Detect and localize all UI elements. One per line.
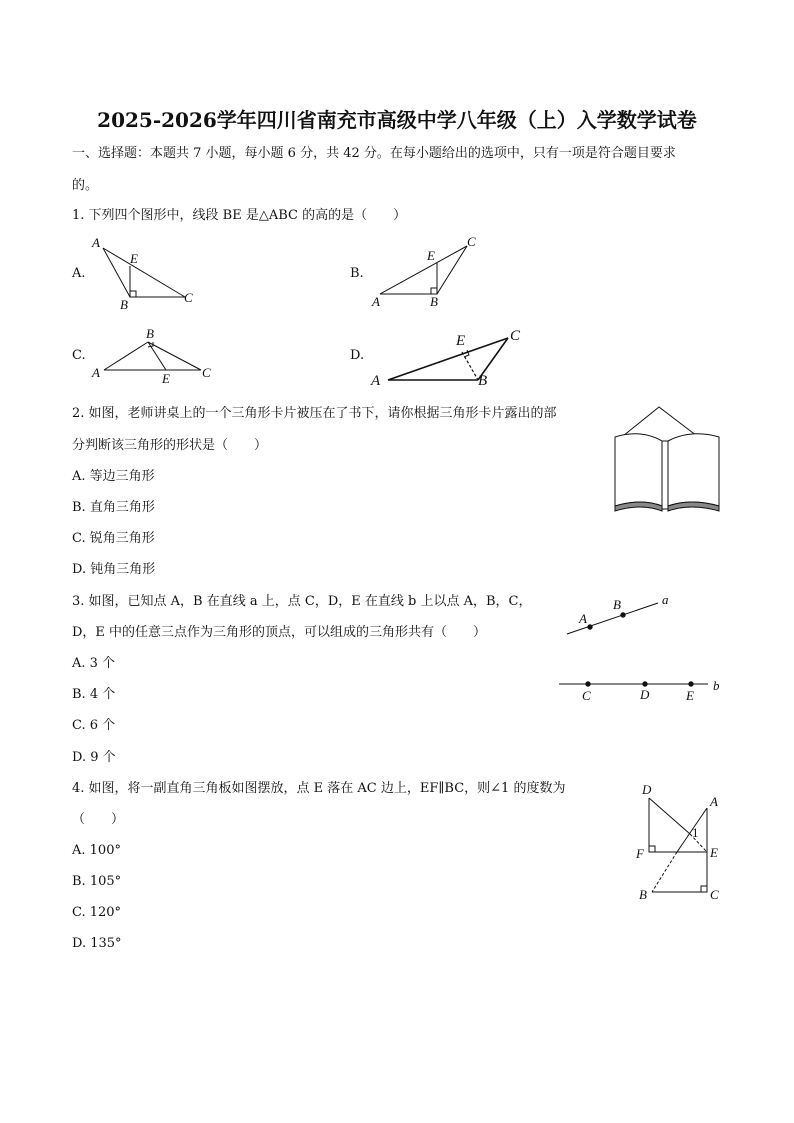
q4-label-c: C [710, 887, 719, 902]
q1-option-d: D. [350, 348, 365, 363]
q3-option-c: C. 6 个 [72, 718, 116, 733]
q1a-label-b: B [120, 297, 128, 312]
q4-stem-line2: （ ） [72, 812, 125, 827]
q1c-label-c: C [202, 365, 211, 380]
q1b-label-a: A [372, 294, 380, 309]
q1c-label-e: E [162, 371, 170, 386]
q3-option-b: B. 4 个 [72, 687, 116, 702]
section-heading-line1: 一、选择题：本题共 7 小题，每小题 6 分，共 42 分。在每小题给出的选项中，只有一项是符合题目要求 [72, 146, 676, 161]
q1-figure-c [104, 342, 201, 370]
q4-option-b: B. 105° [72, 874, 122, 889]
q1a-label-a: A [92, 235, 100, 250]
q3-label-d: D [640, 687, 650, 702]
q4-stem-line1: 4. 如图，将一副直角三角板如图摆放，点 E 落在 AC 边上，EF∥BC，则∠1 的度数为 [72, 781, 566, 796]
q1b-label-c: C [467, 234, 476, 249]
q4-label-d: D [642, 782, 652, 797]
q3-label-a: A [579, 611, 587, 626]
q4-label-a: A [710, 794, 718, 809]
q1-stem: 1. 下列四个图形中，线段 BE 是△ABC 的高的是（ ） [72, 208, 407, 223]
q3-label-e: E [686, 688, 694, 703]
q1c-label-a: A [92, 365, 100, 380]
q3-label-b: B [613, 597, 621, 612]
q2-option-a: A. 等边三角形 [72, 469, 155, 484]
q1d-label-a: A [371, 373, 381, 389]
section-heading-line2: 的。 [72, 178, 99, 193]
q3-label-c: C [582, 688, 591, 703]
q1-figure-d [388, 338, 508, 380]
q2-stem-line1: 2. 如图，老师讲桌上的一个三角形卡片被压在了书下，请你根据三角形卡片露出的部 [72, 406, 557, 421]
q4-label-e: E [710, 845, 718, 860]
q1b-label-b: B [430, 294, 438, 309]
q4-label-angle1: 1 [692, 825, 699, 840]
q1a-label-c: C [184, 290, 193, 305]
q1-figure-a [103, 248, 185, 297]
q4-option-a: A. 100° [72, 843, 121, 858]
q1a-label-e: E [130, 251, 138, 266]
q4-label-b: B [639, 887, 647, 902]
q1d-label-c: C [510, 328, 521, 344]
q1-option-b: B. [350, 266, 364, 281]
q1c-label-b: B [146, 326, 154, 341]
q2-book-figure [615, 407, 719, 511]
q3-stem-line2: D，E 中的任意三点作为三角形的顶点，可以组成的三角形共有（ ） [72, 625, 487, 640]
q2-option-c: C. 锐角三角形 [72, 531, 155, 546]
q4-option-d: D. 135° [72, 936, 122, 951]
q4-label-f: F [636, 846, 644, 861]
q3-option-a: A. 3 个 [72, 656, 116, 671]
q1b-label-e: E [427, 248, 435, 263]
q2-option-d: D. 钝角三角形 [72, 562, 156, 577]
q1-option-a: A. [72, 266, 86, 281]
q2-option-b: B. 直角三角形 [72, 500, 155, 515]
q1-option-c: C. [72, 348, 86, 363]
q1-figure-b [380, 246, 467, 294]
q4-option-c: C. 120° [72, 905, 122, 920]
q3-stem-line1: 3. 如图，已知点 A，B 在直线 a 上，点 C，D，E 在直线 b 上以点 A，B，C， [72, 594, 532, 609]
q2-stem-line2: 分判断该三角形的形状是（ ） [72, 438, 268, 453]
q4-set-squares-figure [649, 798, 707, 892]
page-title: 2025-2026学年四川省南充市高级中学八年级（上）入学数学试卷 [97, 108, 697, 132]
q3-option-d: D. 9 个 [72, 750, 116, 765]
q1d-label-e: E [456, 333, 466, 349]
q1d-label-b: B [478, 373, 488, 389]
q3-label-a-line: a [662, 592, 669, 607]
q3-label-b-line: b [713, 678, 720, 693]
